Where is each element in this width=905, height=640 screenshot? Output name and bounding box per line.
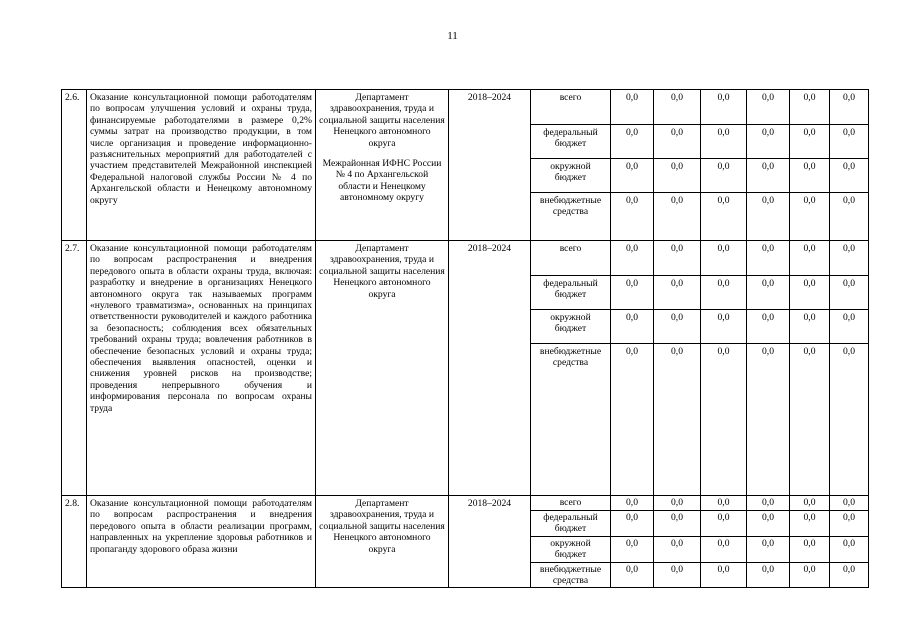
value-cell: 0,0: [790, 90, 830, 125]
value-cell: 0,0: [611, 276, 654, 310]
value-cell: 0,0: [790, 276, 830, 310]
executor-primary: Департамент здравоохранения, труда и социальной защиты населения Ненецкого автономного округа: [319, 498, 445, 555]
value-cell: 0,0: [654, 562, 701, 588]
value-cell: 0,0: [790, 125, 830, 159]
value-cell: 0,0: [701, 344, 747, 496]
row-number: 2.7.: [62, 241, 87, 496]
value-cell: 0,0: [747, 125, 790, 159]
value-cell: 0,0: [611, 310, 654, 344]
value-cell: 0,0: [790, 511, 830, 537]
executor-primary: Департамент здравоохранения, труда и социальной защиты населения Ненецкого автономного округа: [319, 92, 445, 149]
value-cell: 0,0: [654, 511, 701, 537]
activity-description: Оказание консультационной помощи работодателям по вопросам распространения и внедрения передового опыта в области реализации программ, направленных на укрепление здоровья работников и пропаганду здорового образа жизни: [87, 496, 316, 588]
value-cell: 0,0: [747, 310, 790, 344]
value-cell: 0,0: [747, 276, 790, 310]
value-cell: 0,0: [747, 536, 790, 562]
value-cell: 0,0: [611, 90, 654, 125]
value-cell: 0,0: [701, 125, 747, 159]
funding-source: окружной бюджет: [531, 159, 611, 193]
value-cell: 0,0: [611, 125, 654, 159]
value-cell: 0,0: [790, 562, 830, 588]
value-cell: 0,0: [790, 193, 830, 241]
value-cell: 0,0: [611, 159, 654, 193]
value-cell: 0,0: [611, 536, 654, 562]
value-cell: 0,0: [830, 344, 869, 496]
row-number: 2.6.: [62, 90, 87, 241]
value-cell: 0,0: [701, 310, 747, 344]
value-cell: 0,0: [790, 241, 830, 276]
value-cell: 0,0: [830, 193, 869, 241]
value-cell: 0,0: [830, 159, 869, 193]
value-cell: 0,0: [611, 496, 654, 511]
funding-source: всего: [531, 241, 611, 276]
value-cell: 0,0: [654, 193, 701, 241]
value-cell: 0,0: [747, 562, 790, 588]
value-cell: 0,0: [611, 511, 654, 537]
value-cell: 0,0: [701, 90, 747, 125]
value-cell: 0,0: [747, 193, 790, 241]
value-cell: 0,0: [790, 536, 830, 562]
value-cell: 0,0: [701, 276, 747, 310]
value-cell: 0,0: [701, 511, 747, 537]
funding-source: внебюджетные средства: [531, 344, 611, 496]
value-cell: 0,0: [611, 193, 654, 241]
executor-cell: [316, 90, 449, 241]
value-cell: 0,0: [654, 159, 701, 193]
value-cell: 0,0: [611, 241, 654, 276]
value-cell: 0,0: [830, 310, 869, 344]
value-cell: 0,0: [747, 344, 790, 496]
value-cell: 0,0: [747, 496, 790, 511]
funding-source: всего: [531, 496, 611, 511]
row-number: 2.8.: [62, 496, 87, 588]
executor-secondary: Межрайонная ИФНС России № 4 по Архангельской области и Ненецкому автономному округу: [322, 158, 442, 204]
value-cell: 0,0: [654, 536, 701, 562]
value-cell: 0,0: [790, 344, 830, 496]
funding-source: федеральный бюджет: [531, 276, 611, 310]
value-cell: 0,0: [830, 276, 869, 310]
value-cell: 0,0: [747, 90, 790, 125]
funding-source: федеральный бюджет: [531, 125, 611, 159]
value-cell: 0,0: [701, 241, 747, 276]
value-cell: 0,0: [747, 241, 790, 276]
table-row: [62, 241, 869, 276]
value-cell: 0,0: [790, 310, 830, 344]
funding-source: внебюджетные средства: [531, 193, 611, 241]
value-cell: 0,0: [747, 511, 790, 537]
table-row: [62, 90, 869, 125]
value-cell: 0,0: [790, 496, 830, 511]
activity-description: Оказание консультационной помощи работодателям по вопросам улучшения условий и охраны труда, финансируемые работодателями в размере 0,2% суммы затрат на производство продукции, в том числе организация и проведение информационно-разъяснительных мероприятий для работодателей с участием представителей Межрайонной инспекцией Федеральной налоговой службы России № 4 по Архангельской области и Ненецкому автономному округу: [87, 90, 316, 241]
page-number: 11: [447, 30, 458, 42]
value-cell: 0,0: [611, 562, 654, 588]
executor-primary: Департамент здравоохранения, труда и социальной защиты населения Ненецкого автономного округа: [319, 243, 445, 300]
value-cell: 0,0: [701, 496, 747, 511]
value-cell: 0,0: [701, 536, 747, 562]
value-cell: 0,0: [654, 344, 701, 496]
value-cell: 0,0: [747, 159, 790, 193]
activity-description: Оказание консультационной помощи работодателям по вопросам распространения и внедрения передового опыта в области охраны труда, включая: разработку и внедрение в организациях Ненецкого автономного округа так называемых программ «нулевого травматизма», основанных на принципах ответственности руководителей и каждого работника за безопасность; соблюдения всех обязательных требований охраны труда; вовлечения работников в обеспечение безопасных условий и охраны труда; обеспечения выявления опасностей, оценки и снижения уровней рисков на производстве; проведения непрерывного обучения и информирования персонала по вопросам охраны труда: [87, 241, 316, 496]
funding-source: окружной бюджет: [531, 536, 611, 562]
value-cell: 0,0: [611, 344, 654, 496]
value-cell: 0,0: [654, 241, 701, 276]
value-cell: 0,0: [654, 90, 701, 125]
value-cell: 0,0: [830, 496, 869, 511]
value-cell: 0,0: [830, 241, 869, 276]
value-cell: 0,0: [701, 562, 747, 588]
value-cell: 0,0: [654, 276, 701, 310]
funding-source: всего: [531, 90, 611, 125]
value-cell: 0,0: [830, 511, 869, 537]
value-cell: 0,0: [790, 159, 830, 193]
value-cell: 0,0: [830, 125, 869, 159]
value-cell: 0,0: [654, 496, 701, 511]
value-cell: 0,0: [830, 562, 869, 588]
value-cell: 0,0: [701, 159, 747, 193]
period: 2018–2024: [449, 496, 531, 588]
value-cell: 0,0: [830, 90, 869, 125]
value-cell: 0,0: [654, 125, 701, 159]
value-cell: 0,0: [654, 310, 701, 344]
funding-source: внебюджетные средства: [531, 562, 611, 588]
executor-cell: [316, 496, 449, 588]
funding-source: федеральный бюджет: [531, 511, 611, 537]
program-activities-table: [61, 89, 869, 588]
funding-source: окружной бюджет: [531, 310, 611, 344]
period: 2018–2024: [449, 241, 531, 496]
value-cell: 0,0: [701, 193, 747, 241]
period: 2018–2024: [449, 90, 531, 241]
value-cell: 0,0: [830, 536, 869, 562]
table-row: [62, 496, 869, 511]
executor-cell: [316, 241, 449, 496]
